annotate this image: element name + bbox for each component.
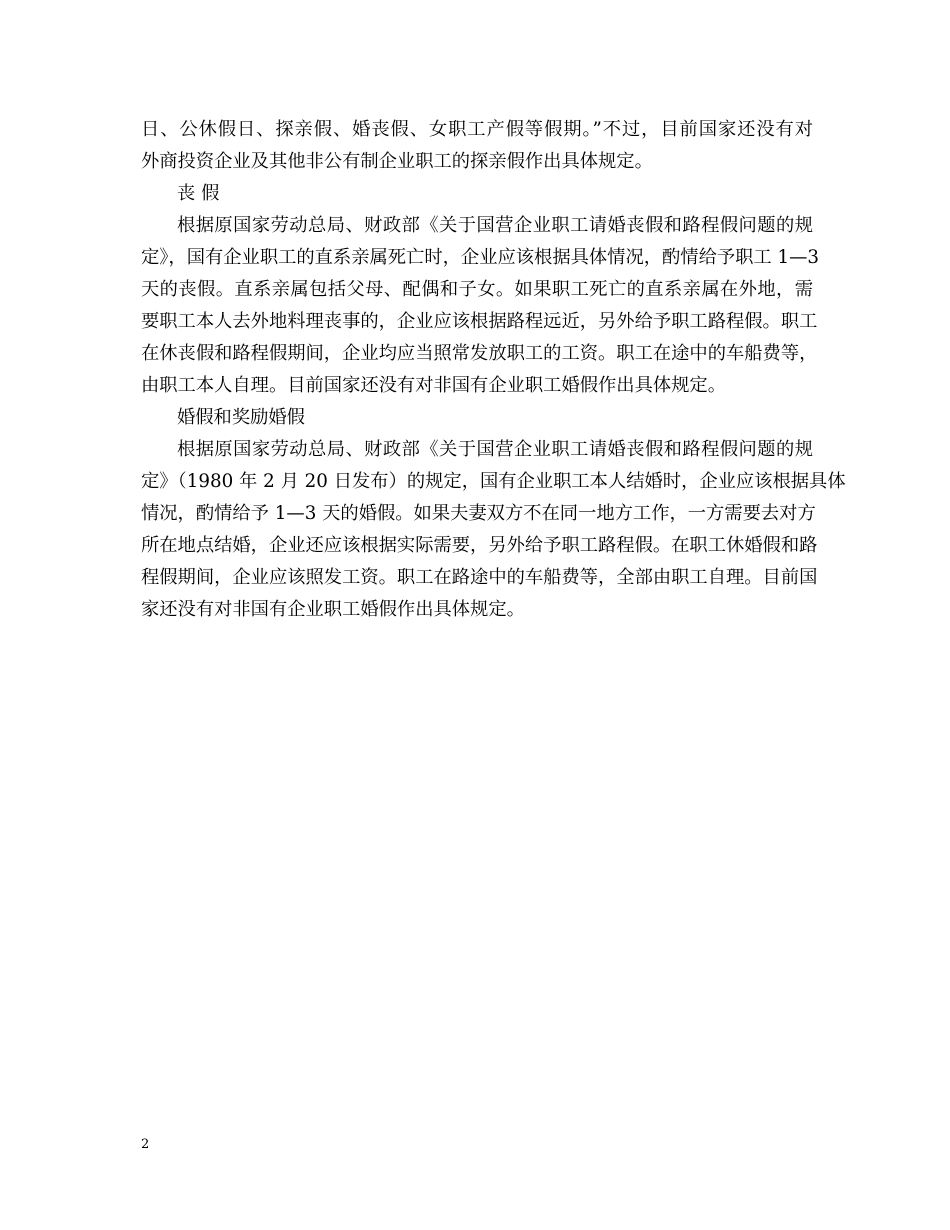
text-line: 根据原国家劳动总局、财政部《关于国营企业职工请婚丧假和路程假问题的规 bbox=[177, 215, 813, 236]
text-line: 在休丧假和路程假期间，企业均应当照常发放职工的工资。职工在途中的车船费等， bbox=[141, 343, 818, 364]
text-line: 日、公休假日、探亲假、婚丧假、女职工产假等假期。”不过，目前国家还没有对 bbox=[141, 119, 813, 140]
text-line: 情况，酌情给予 1—3 天的婚假。如果夫妻双方不在同一地方工作，一方需要去对方 bbox=[141, 503, 816, 524]
document-body bbox=[141, 114, 846, 626]
text-line: 由职工本人自理。目前国家还没有对非国有企业职工婚假作出具体规定。 bbox=[141, 375, 726, 396]
text-line: 天的丧假。直系亲属包括父母、配偶和子女。如果职工死亡的直系亲属在外地，需 bbox=[141, 279, 813, 300]
text-line: 定》，国有企业职工的直系亲属死亡时，企业应该根据具体情况，酌情给予职工 1—3 bbox=[141, 247, 820, 268]
section-heading-funeral-leave: 丧 假 bbox=[177, 183, 220, 204]
text-line: 外商投资企业及其他非公有制企业职工的探亲假作出具体规定。 bbox=[141, 151, 653, 172]
text-line: 所在地点结婚，企业还应该根据实际需要，另外给予职工路程假。在职工休婚假和路 bbox=[141, 535, 818, 556]
text-line: 要职工本人去外地料理丧事的，企业应该根据路程远近，另外给予职工路程假。职工 bbox=[141, 311, 818, 332]
section-heading-marriage-leave: 婚假和奖励婚假 bbox=[177, 407, 305, 428]
text-line: 家还没有对非国有企业职工婚假作出具体规定。 bbox=[141, 599, 525, 620]
text-line: 根据原国家劳动总局、财政部《关于国营企业职工请婚丧假和路程假问题的规 bbox=[177, 439, 813, 460]
text-line: 定》（1980 年 2 月 20 日发布）的规定，国有企业职工本人结婚时，企业应该根据具体 bbox=[141, 471, 846, 492]
page-number: 2 bbox=[141, 1137, 150, 1152]
text-line: 程假期间，企业应该照发工资。职工在路途中的车船费等，全部由职工自理。目前国 bbox=[141, 567, 818, 588]
